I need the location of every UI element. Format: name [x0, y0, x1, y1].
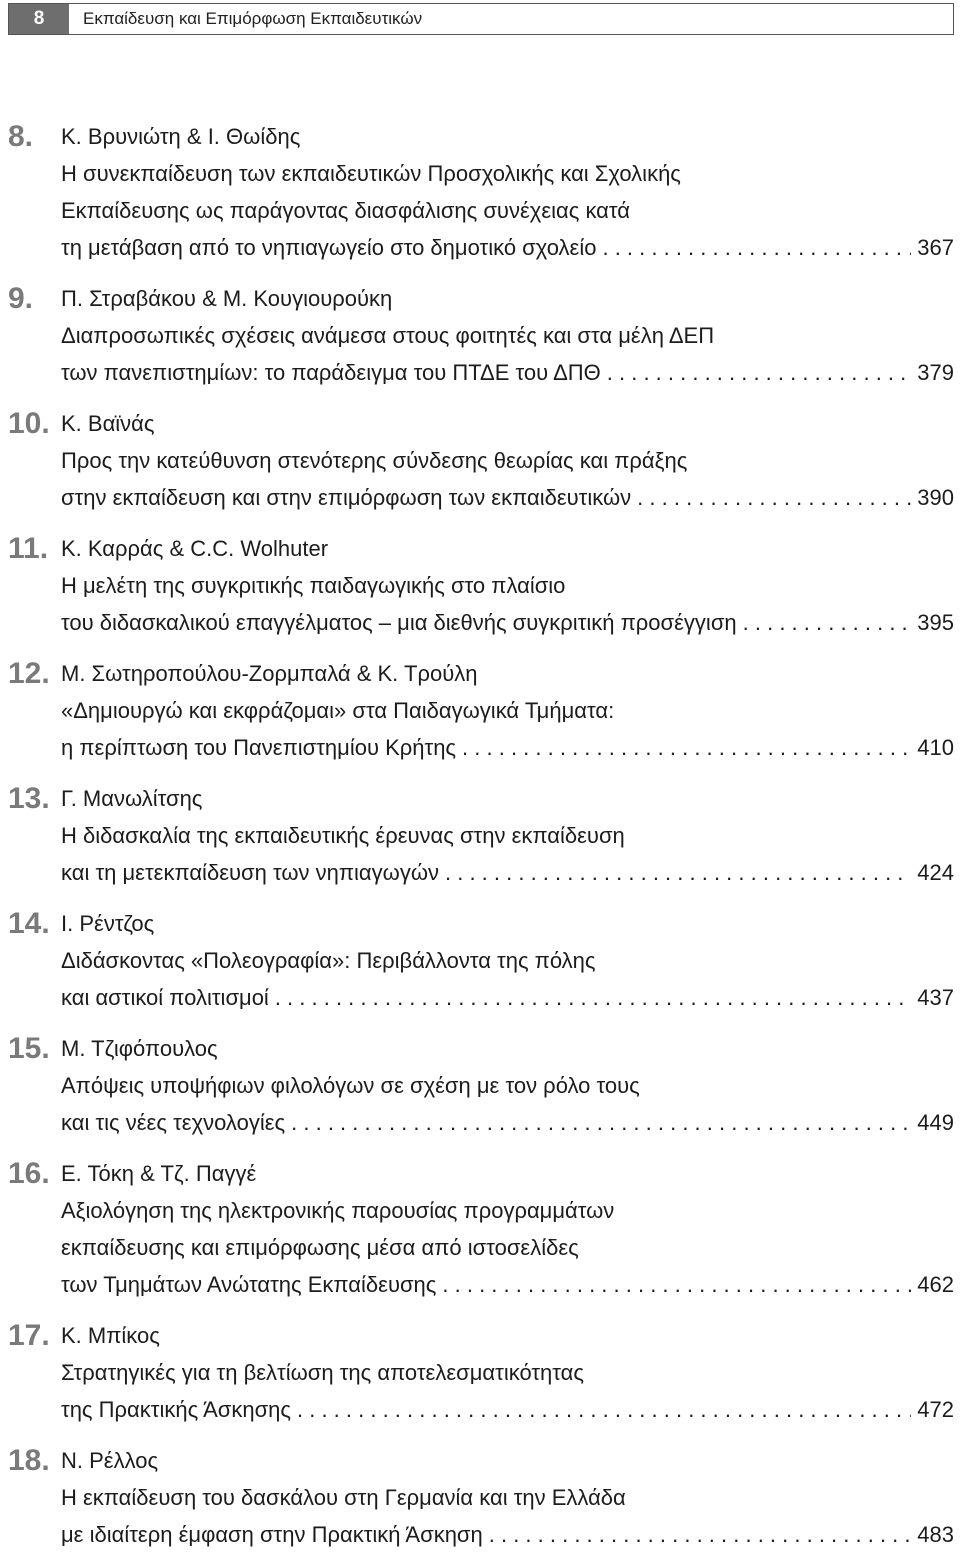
- table-of-contents: [0, 118, 960, 1567]
- entry-number: 18.: [8, 1444, 50, 1477]
- entry-page-number: 483: [917, 1522, 954, 1547]
- entry-page-number: 437: [917, 985, 954, 1010]
- entry-authors: Π. Στραβάκου & Μ. Κουγιουρούκη: [61, 286, 393, 311]
- toc-entry: [0, 1155, 960, 1303]
- entry-title-text: η περίπτωση του Πανεπιστημίου Κρήτης: [61, 735, 457, 760]
- entry-page-number: 367: [917, 235, 954, 260]
- toc-entry: [0, 905, 960, 1016]
- toc-entry: [0, 530, 960, 641]
- entry-title-line: Απόψεις υποψήφιων φιλολόγων σε σχέση με τον ρόλο τους: [61, 1073, 640, 1098]
- entry-title-line: Η μελέτη της συγκριτικής παιδαγωγικής στο πλαίσιο: [61, 573, 566, 598]
- page-number: 8: [9, 4, 69, 34]
- running-title: Εκπαίδευση και Επιμόρφωση Εκπαιδευτικών: [83, 9, 423, 28]
- entry-page-number: 395: [917, 610, 954, 635]
- entry-number: 15.: [8, 1032, 50, 1065]
- entry-title-text: στην εκπαίδευση και στην επιμόρφωση των εκπαιδευτικών: [61, 485, 632, 510]
- entry-number: 10.: [8, 407, 50, 440]
- entry-authors: Γ. Μανωλίτσης: [61, 786, 203, 811]
- entry-title-text: και τη μετεκπαίδευση των νηπιαγωγών: [61, 860, 439, 885]
- entry-title-line: εκπαίδευσης και επιμόρφωσης μέσα από ιστοσελίδες: [61, 1235, 579, 1260]
- entry-title-text: των Τμημάτων Ανώτατης Εκπαίδευσης: [61, 1272, 437, 1297]
- entry-title-line: Διαπροσωπικές σχέσεις ανάμεσα στους φοιτητές και στα μέλη ΔΕΠ: [61, 323, 715, 348]
- dot-leader: [489, 1516, 912, 1553]
- dot-leader: [607, 354, 912, 391]
- entry-authors: Κ. Βαϊνάς: [61, 411, 155, 436]
- dot-leader: [291, 1104, 911, 1141]
- entry-number: 9.: [8, 282, 34, 315]
- entry-title-line: [61, 854, 954, 891]
- entry-title-line: Προς την κατεύθυνση στενότερης σύνδεσης θεωρίας και πράξης: [61, 448, 688, 473]
- dot-leader: [602, 229, 911, 266]
- toc-entry: [0, 655, 960, 766]
- entry-title-text: και αστικοί πολιτισμοί: [61, 985, 269, 1010]
- running-header: [8, 3, 954, 35]
- entry-page-number: 472: [917, 1397, 954, 1422]
- dot-leader: [297, 1391, 911, 1428]
- entry-title-text: των πανεπιστημίων: το παράδειγμα του ΠΤΔΕ του ΔΠΘ: [61, 360, 601, 385]
- entry-title-line: [61, 1516, 954, 1553]
- entry-title-line: Εκπαίδευσης ως παράγοντας διασφάλισης συνέχειας κατά: [61, 198, 630, 223]
- entry-title-line: Διδάσκοντας «Πολεογραφία»: Περιβάλλοντα της πόλης: [61, 948, 596, 973]
- entry-authors: Μ. Σωτηροπούλου-Ζορμπαλά & Κ. Τρούλη: [61, 661, 478, 686]
- entry-page-number: 410: [917, 735, 954, 760]
- toc-entry: [0, 1317, 960, 1428]
- entry-page-number: 449: [917, 1110, 954, 1135]
- toc-entry: [0, 405, 960, 516]
- dot-leader: [637, 479, 911, 516]
- entry-title-line: [61, 604, 954, 641]
- entry-title-line: [61, 479, 954, 516]
- entry-title-line: Στρατηγικές για τη βελτίωση της αποτελεσματικότητας: [61, 1360, 584, 1385]
- entry-title-line: [61, 229, 954, 266]
- dot-leader: [743, 604, 912, 641]
- entry-title-line: Αξιολόγηση της ηλεκτρονικής παρουσίας προγραμμάτων: [61, 1198, 615, 1223]
- entry-authors: Ε. Τόκη & Τζ. Παγγέ: [61, 1161, 257, 1186]
- entry-title-line: [61, 1391, 954, 1428]
- entry-title-text: της Πρακτικής Άσκησης: [61, 1397, 291, 1422]
- entry-number: 12.: [8, 657, 50, 690]
- entry-page-number: 424: [917, 860, 954, 885]
- toc-entry: [0, 280, 960, 391]
- entry-title-text: του διδασκαλικού επαγγέλματος – μια διεθνής συγκριτική προσέγγιση: [61, 610, 737, 635]
- toc-entry: [0, 118, 960, 266]
- entry-title-line: [61, 1104, 954, 1141]
- entry-title-line: «Δημιουργώ και εκφράζομαι» στα Παιδαγωγικά Τμήματα:: [61, 698, 615, 723]
- entry-authors: Μ. Τζιφόπουλος: [61, 1036, 218, 1061]
- entry-number: 11.: [8, 532, 49, 565]
- entry-authors: Ν. Ρέλλος: [61, 1448, 159, 1473]
- entry-number: 14.: [8, 907, 50, 940]
- entry-title-line: Η εκπαίδευση του δασκάλου στη Γερμανία και την Ελλάδα: [61, 1485, 626, 1510]
- entry-title-line: [61, 729, 954, 766]
- dot-leader: [442, 1266, 911, 1303]
- entry-authors: Κ. Καρράς & C.C. Wolhuter: [61, 536, 329, 561]
- toc-entry: [0, 1030, 960, 1141]
- entry-number: 16.: [8, 1157, 50, 1190]
- entry-title-line: Η συνεκπαίδευση των εκπαιδευτικών Προσχολικής και Σχολικής: [61, 161, 681, 186]
- entry-authors: Κ. Βρυνιώτη & Ι. Θωίδης: [61, 124, 301, 149]
- entry-authors: Κ. Μπίκος: [61, 1323, 160, 1348]
- entry-number: 17.: [8, 1319, 50, 1352]
- entry-title-text: με ιδιαίτερη έμφαση στην Πρακτική Άσκηση: [61, 1522, 483, 1547]
- entry-title-text: και τις νέες τεχνολογίες: [61, 1110, 286, 1135]
- entry-page-number: 379: [917, 360, 954, 385]
- entry-number: 8.: [8, 120, 34, 153]
- dot-leader: [462, 729, 911, 766]
- entry-number: 13.: [8, 782, 50, 815]
- entry-title-text: τη μετάβαση από το νηπιαγωγείο στο δημοτικό σχολείο: [61, 235, 597, 260]
- entry-page-number: 462: [917, 1272, 954, 1297]
- dot-leader: [445, 854, 911, 891]
- toc-entry: [0, 1442, 960, 1553]
- entry-page-number: 390: [917, 485, 954, 510]
- dot-leader: [275, 979, 911, 1016]
- entry-authors: Ι. Ρέντζος: [61, 911, 155, 936]
- entry-title-line: [61, 979, 954, 1016]
- entry-title-line: Η διδασκαλία της εκπαιδευτικής έρευνας στην εκπαίδευση: [61, 823, 625, 848]
- entry-title-line: [61, 354, 954, 391]
- entry-title-line: [61, 1266, 954, 1303]
- toc-entry: [0, 780, 960, 891]
